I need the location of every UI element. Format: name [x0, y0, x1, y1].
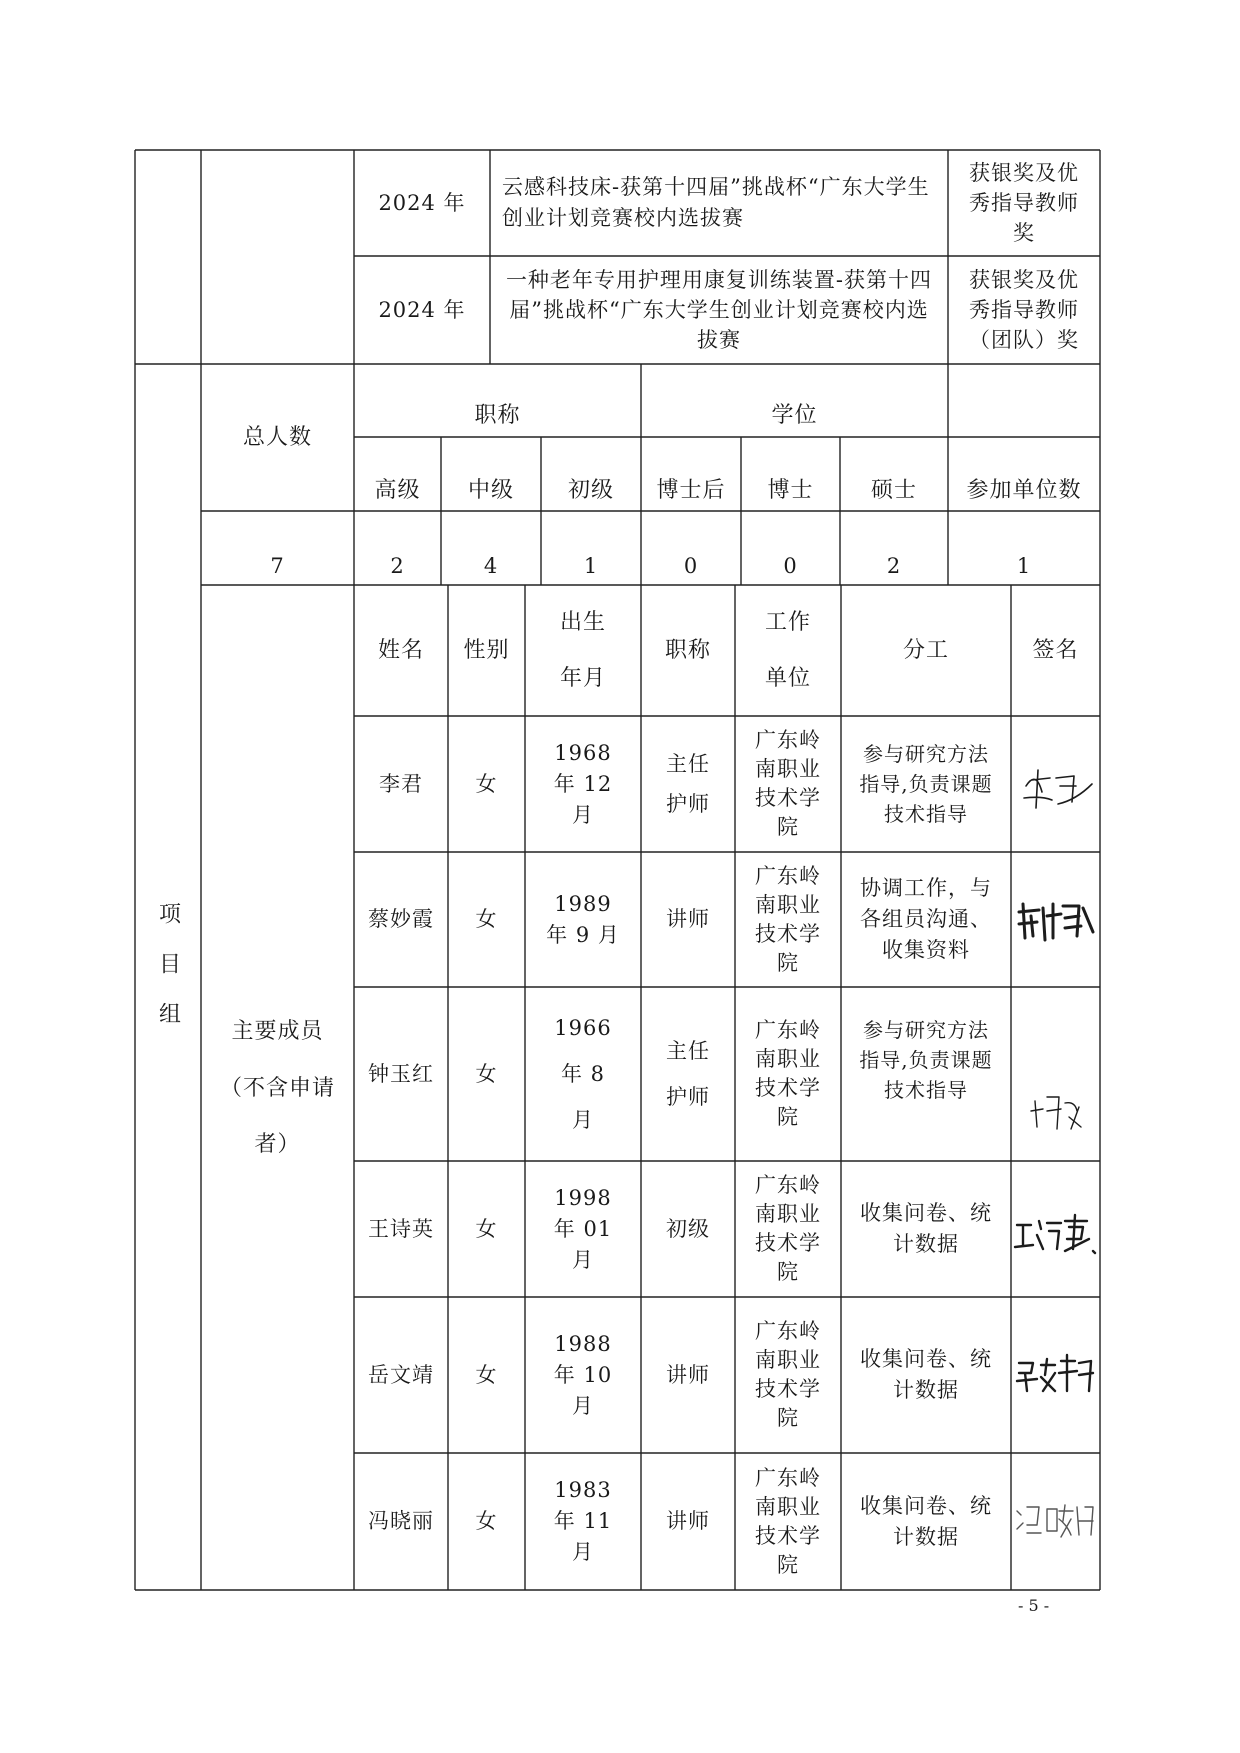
member-title: 讲师 [666, 1362, 710, 1387]
member-gender: 女 [475, 1362, 498, 1387]
member-name: 王诗英 [368, 1216, 434, 1241]
member-name: 岳文靖 [368, 1362, 434, 1387]
member-role: 协调工作，与各组员沟通、收集资料 [860, 876, 992, 962]
member-name: 冯晓丽 [368, 1509, 434, 1533]
member-birth: 1988 年 10 月 [553, 1331, 613, 1418]
award-project: 一种老年专用护理用康复训练装置-获第十四届”挑战杯“广东大学生创业计划竞赛校内选拔赛 [505, 268, 933, 352]
count-senior: 2 [390, 553, 405, 578]
handwritten-signature-image [1015, 1351, 1095, 1397]
member-unit: 广东岭南职业技术学院 [755, 863, 821, 975]
degree-postdoc-header: 博士后 [656, 477, 726, 503]
title-junior-header: 初级 [567, 477, 614, 503]
member-birth: 1968 年 12 月 [553, 740, 613, 827]
member-title: 主任护师 [666, 1039, 710, 1109]
member-title: 主任护师 [666, 752, 710, 816]
member-gender: 女 [475, 907, 498, 931]
handwritten-signature-image [1013, 1499, 1099, 1545]
section-label-project-group: 项目组 [155, 902, 181, 1052]
member-name: 李君 [379, 771, 423, 796]
count-junior: 1 [583, 553, 599, 578]
degree-label: 学位 [771, 403, 818, 428]
member-gender: 女 [475, 1509, 498, 1533]
handwritten-signature-image [1013, 892, 1097, 948]
title-label: 职称 [474, 403, 521, 428]
member-unit: 广东岭南职业技术学院 [755, 1319, 821, 1430]
member-signature [1011, 1161, 1100, 1297]
count-doctor: 0 [783, 553, 798, 578]
member-signature [1011, 1453, 1100, 1590]
count-master: 2 [886, 553, 902, 578]
member-role: 收集问卷、统计数据 [860, 1493, 992, 1549]
handwritten-signature-image [1029, 1087, 1089, 1137]
member-role: 参与研究方法指导,负责课题技术指导 [859, 742, 993, 826]
award-project: 云感科技床-获第十四届”挑战杯“广东大学生创业计划竞赛校内选拔赛 [502, 175, 930, 230]
award-result: 获银奖及优秀指导教师（团队）奖 [969, 268, 1079, 352]
member-title: 讲师 [666, 1509, 710, 1533]
header-birth: 出生年月 [559, 609, 606, 691]
units-label: 参加单位数 [966, 477, 1082, 503]
count-total: 7 [270, 553, 285, 578]
header-role: 分工 [902, 638, 949, 663]
member-gender: 女 [475, 1216, 498, 1241]
header-gender: 性别 [463, 638, 510, 663]
count-postdoc: 0 [683, 553, 699, 578]
member-birth: 1998 年 01 月 [553, 1185, 613, 1272]
award-result: 获银奖及优秀指导教师奖 [969, 161, 1079, 245]
award-year: 2024 年 [378, 297, 466, 322]
title-senior-header: 高级 [374, 477, 421, 503]
handwritten-signature-image [1016, 756, 1096, 816]
member-name: 蔡妙霞 [368, 907, 434, 931]
header-name: 姓名 [377, 638, 424, 663]
member-gender: 女 [475, 771, 498, 796]
member-signature [1011, 987, 1100, 1161]
member-signature [1011, 716, 1100, 852]
header-signature: 签名 [1032, 638, 1079, 663]
award-year: 2024 年 [378, 190, 466, 215]
member-gender: 女 [475, 1061, 498, 1086]
member-role: 收集问卷、统计数据 [860, 1347, 992, 1402]
header-title: 职称 [664, 638, 711, 663]
member-name: 钟玉红 [368, 1061, 434, 1086]
handwritten-signature-image [1013, 1209, 1099, 1259]
member-signature [1011, 852, 1100, 987]
member-unit: 广东岭南职业技术学院 [755, 728, 821, 839]
members-label-line1: 主要成员 [231, 1018, 324, 1044]
degree-doctor-header: 博士 [767, 477, 814, 503]
member-role: 参与研究方法指导,负责课题技术指导 [859, 1018, 993, 1102]
count-middle: 4 [483, 553, 499, 578]
member-birth: 1966 年 8 月 [554, 1016, 612, 1132]
member-title: 讲师 [666, 907, 710, 931]
header-unit: 工作单位 [764, 609, 811, 691]
degree-master-header: 硕士 [870, 477, 917, 503]
member-unit: 广东岭南职业技术学院 [755, 1465, 821, 1577]
total-label: 总人数 [242, 425, 312, 450]
count-units: 1 [1016, 553, 1032, 578]
member-birth: 1989 年 9 月 [546, 891, 620, 947]
title-middle-header: 中级 [467, 477, 514, 503]
member-title: 初级 [666, 1216, 710, 1241]
member-unit: 广东岭南职业技术学院 [755, 1018, 821, 1129]
member-birth: 1983 年 11 月 [553, 1478, 613, 1564]
member-unit: 广东岭南职业技术学院 [755, 1173, 821, 1284]
page-number: - 5 - [1018, 1596, 1050, 1615]
member-role: 收集问卷、统计数据 [860, 1201, 992, 1256]
members-label [201, 585, 354, 1590]
members-label-line2: （不含申请者） [219, 1075, 335, 1157]
member-signature [1011, 1297, 1100, 1453]
